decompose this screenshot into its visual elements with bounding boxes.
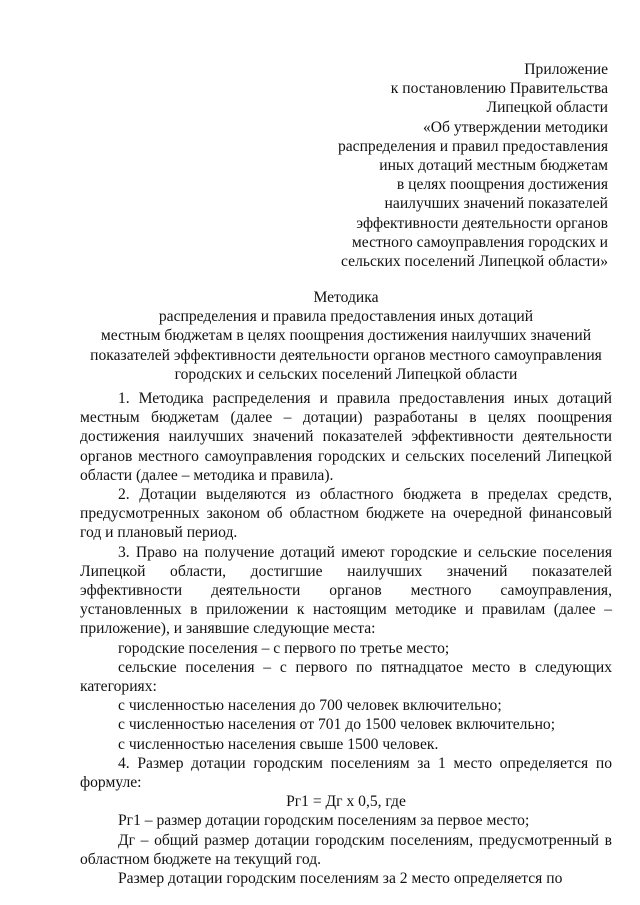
- list-item-pop-701-1500: с численностью населения от 701 до 1500 человек включительно;: [118, 716, 556, 734]
- definition-rg1: Рг1 – размер дотации городским поселениям за первое место;: [118, 812, 530, 830]
- appendix-line: Приложение: [524, 61, 608, 78]
- title-line: распределения и правила предоставления иных дотаций: [158, 308, 534, 326]
- appendix-header: [338, 60, 608, 271]
- list-item-rural: сельские поселения – с первого по пятнадцатое место в следующих категориях:: [80, 658, 612, 696]
- paragraph-3: 3. Право на получение дотаций имеют городские и сельские поселения Липецкой области, достигшие наилучших значений показателей эффективности деятельности органов местного самоуправления, установленных в приложении к настоящим методике и правилам (далее – приложение), и занявшие следующие места:: [80, 543, 612, 638]
- appendix-line: сельских поселений Липецкой области»: [341, 253, 608, 271]
- appendix-line: к постановлению Правительства: [390, 80, 608, 98]
- appendix-line: эффективности деятельности органов: [356, 214, 608, 232]
- appendix-line: наилучших значений показателей: [384, 195, 608, 213]
- definition-dg: Дг – общий размер дотации городским поселениям, предусмотренный в областном бюджете на текущий год.: [80, 831, 612, 868]
- paragraph-2: 2. Дотации выделяются из областного бюджета в пределах средств, предусмотренных законом об областном бюджете на очередной финансовый год и плановый период.: [80, 486, 612, 542]
- list-item-urban: городские поселения – с первого по третье место;: [118, 639, 450, 657]
- document-body: [80, 389, 612, 888]
- title-line: местным бюджетам в целях поощрения достижения наилучших значений: [100, 327, 592, 345]
- title-line: показателей эффективности деятельности органов местного самоуправления: [90, 346, 602, 364]
- formula: Рг1 = Дг х 0,5, где: [286, 793, 406, 811]
- paragraph-4: 4. Размер дотации городским поселениям за 1 место определяется по формуле:: [80, 754, 612, 792]
- appendix-line: Липецкой области: [486, 99, 608, 117]
- appendix-line: иных дотаций местным бюджетам: [379, 157, 608, 175]
- list-item-pop-700: с численностью населения до 700 человек включительно;: [118, 697, 502, 715]
- appendix-line: «Об утверждении методики: [422, 118, 608, 136]
- list-item-pop-1500: с численностью населения свыше 1500 человек.: [118, 735, 439, 753]
- title-line: городских и сельских поселений Липецкой области: [174, 365, 518, 383]
- document-title: [80, 288, 612, 384]
- title-heading: Методика: [313, 289, 379, 306]
- appendix-line: в целях поощрения достижения: [396, 176, 608, 194]
- appendix-line: распределения и правил предоставления: [337, 137, 608, 155]
- paragraph-1: 1. Методика распределения и правила предоставления иных дотаций местным бюджетам (далее – дотации) разработаны в целях поощрения достижения наилучших значений показателей эффективности деятельности органов местного самоуправления городских и сельских поселений Липецкой области (далее – методика и правила).: [80, 390, 612, 484]
- paragraph-5: Размер дотации городским поселениям за 2 место определяется по: [118, 870, 563, 888]
- appendix-line: местного самоуправления городских и: [351, 233, 608, 251]
